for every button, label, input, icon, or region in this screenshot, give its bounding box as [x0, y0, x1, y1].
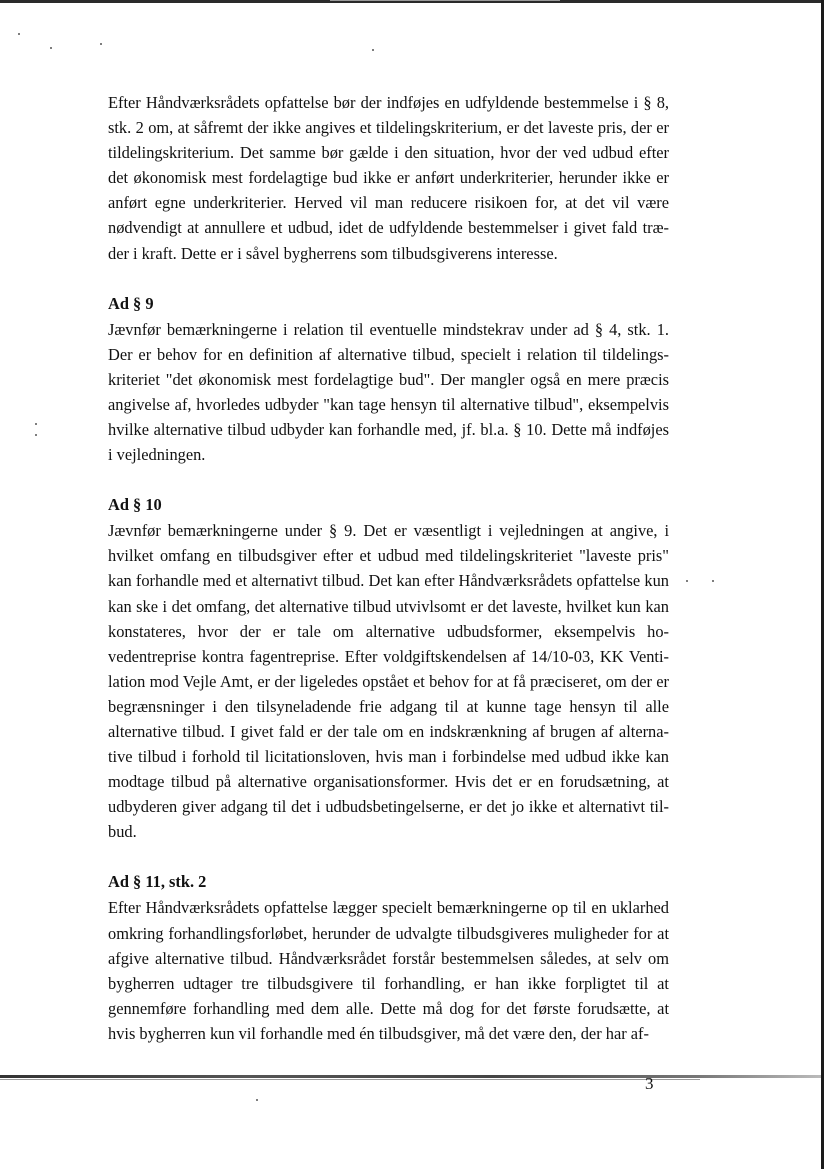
section-body: Jævnfør bemærkningerne i relation til eventuelle mindstekrav under ad § 4, stk. 1. Der er behov for en definition af alternative tilbud, specielt i relation til tildelingskriteriet "det økonomisk mest fordelagtige bud". Der mangler også en mere præcis angivelse af, hvorledes udbyder "kan tage hensyn til alternative tilbud", eksempelvis hvilke alternative tilbud udbyder kan forhandle med, jf. bl.a. § 10. Dette må indføjes i vejledningen.: [108, 319, 669, 465]
footer-rule: [0, 1075, 821, 1078]
section-ad-10: [108, 492, 669, 844]
scan-speck: [712, 580, 714, 582]
scan-speck: [50, 47, 52, 49]
scan-speck: [35, 423, 37, 425]
section-body: Jævnfør bemærkningerne under § 9. Det er væsentligt i vejledningen at angive, i hvilket omfang en tilbudsgiver efter et udbud med tildelingskriteriet "laveste pris" kan forhandle med et alternativt tilbud. Det kan efter Håndværksrådets opfattelse kun kan ske i det omfang, det alternative tilbud utvivlsomt er det laveste, hvilket kun kan konstateres, hvor der er tale om alternative udbudsformer, eksempelvis hovedentreprise kontra fagentreprise. Efter voldgiftskendelsen af 14/10-03, KK Ventilation mod Vejle Amt, er der ligeledes opstået et behov for at få præciseret, om der er begrænsninger i den tilsyneladende frie adgang til at kunne tage hensyn til alle alternative tilbud. I givet fald er der tale om en indskrænkning af brugen af alternative tilbud i forhold til licitationsloven, hvis man i forbindelse med udbud ikke kan modtage tilbud på alternative organisationsformer. Hvis det er en forudsætning, at udbyderen giver adgang til det i udbudsbetingelserne, er det jo ikke et alternativt tilbud.: [108, 521, 669, 842]
section-ad-11-stk-2: [108, 869, 669, 1046]
scan-speck: [18, 33, 20, 35]
scan-line-top: [330, 0, 560, 1]
scan-speck: [100, 43, 102, 45]
section-ad-9: [108, 291, 669, 468]
scan-speck: [256, 1099, 258, 1101]
scan-speck: [372, 49, 374, 51]
intro-paragraph: Efter Håndværksrådets opfattelse bør der indføjes en udfyldende bestemmelse i § 8, stk. 2 om, at såfremt der ikke angives et tildelingskriterium, er det laveste pris, der er tildelingskriterium. Det samme bør gælde i den situation, hvor der ved udbud efter det økonomisk mest fordelagtige bud ikke er anført underkriterier, herunder ikke er anført egne underkriterier. Herved vil man reducere risikoen for, at det vil være nødvendigt at annullere et udbud, idet de udfyldende bestemmelser i givet fald træder i kraft. Dette er i såvel bygherrens som tilbudsgiverens interesse.: [108, 93, 669, 263]
section-body: Efter Håndværksrådets opfattelse lægger specielt bemærkningerne op til en uklarhed omkring forhandlingsforløbet, herunder de udvalgte tilbudsgiveres muligheder for at afgive alternative tilbud. Håndværksrådet forstår bestemmelsen således, at selv om bygherren udtager tre tilbudsgivere til forhandling, er han ikke forpligtet til at gennemføre forhandling med dem alle. Dette må dog for det første forudsætte, at hvis bygherren kun vil forhandle med én tilbudsgiver, må det være den, der har af-: [108, 898, 669, 1043]
scan-speck: [686, 580, 688, 582]
footer-rule-secondary: [0, 1079, 700, 1080]
document-body: [108, 90, 669, 1046]
section-heading: Ad § 11, stk. 2: [108, 872, 207, 892]
section-heading: Ad § 9: [108, 293, 154, 313]
page-number: 3: [645, 1074, 654, 1093]
section-heading: Ad § 10: [108, 495, 162, 515]
scan-speck: [35, 434, 37, 436]
